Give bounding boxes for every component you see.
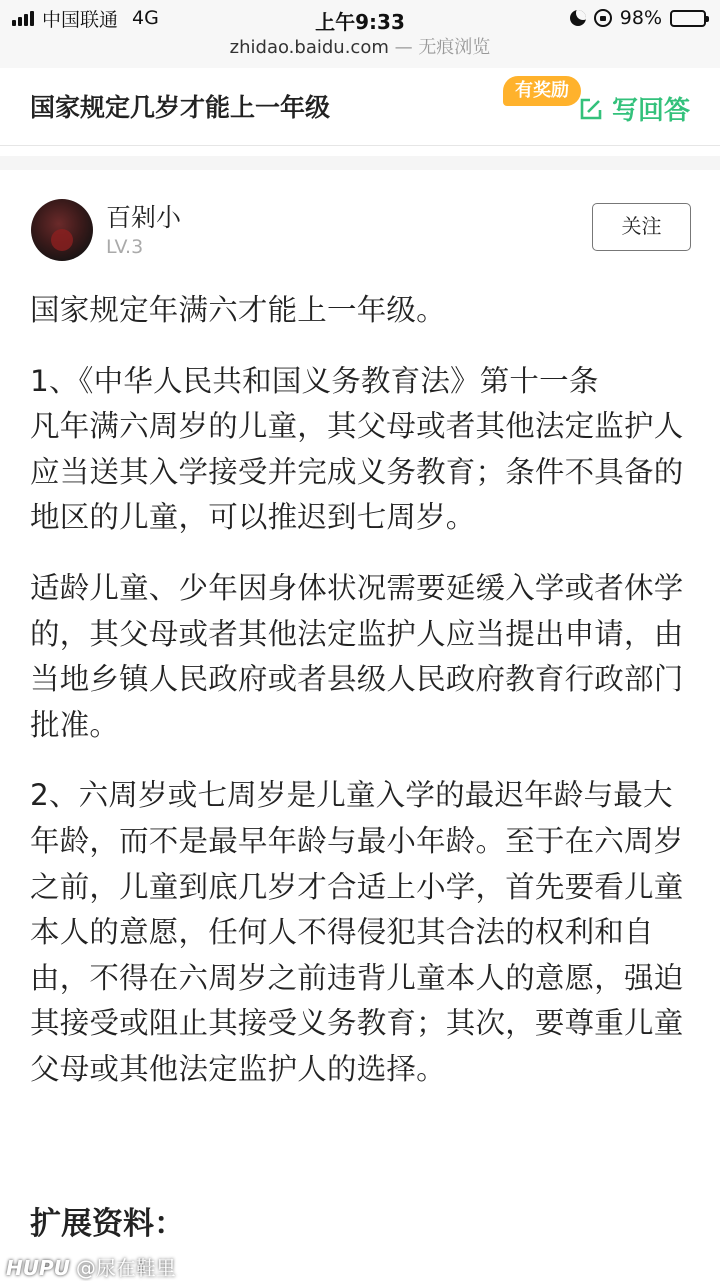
answer-paragraph: 国家规定年满六才能上一年级。	[30, 293, 446, 327]
status-bar	[0, 0, 720, 36]
question-title: 国家规定几岁才能上一年级	[30, 93, 331, 122]
network-label: 4G	[132, 7, 159, 29]
section-divider	[0, 156, 720, 170]
answer-paragraph: 1、《中华人民共和国义务教育法》第十一条 凡年满六周岁的儿童，其父母或者其他法定监护人应当送其入学接受并完成义务教育；条件不具备的地区的儿童，可以推迟到七周岁。	[30, 363, 684, 535]
status-right	[570, 7, 706, 29]
battery-icon	[670, 10, 706, 27]
watermark-brand: HUPU	[6, 1256, 70, 1280]
address-bar[interactable]	[0, 36, 720, 68]
question-header	[0, 68, 720, 146]
carrier-label: 中国联通	[42, 8, 119, 31]
user-level: LV.3	[106, 236, 144, 258]
url-separator: —	[388, 37, 419, 58]
battery-percent: 98%	[619, 7, 662, 29]
user-name[interactable]: 百剁小	[106, 203, 182, 232]
answer-paragraph: 2、六周岁或七周岁是儿童入学的最迟年龄与最大年龄，而不是最早年龄与最小年龄。至于在六周岁之前，儿童到底几岁才合适上小学，首先要看儿童本人的意愿，任何人不得侵犯其合法的权利和自由，不得在六周岁之前违背儿童本人的意愿，强迫其接受或阻止其接受义务教育；其次，要尊重儿童父母或其他法定监护人的选择。	[30, 778, 684, 1086]
follow-button[interactable]: 关注	[592, 203, 691, 251]
url-domain: zhidao.baidu.com	[229, 37, 389, 58]
private-mode-label: 无痕浏览	[418, 37, 491, 58]
rotation-lock-icon	[594, 9, 612, 27]
do-not-disturb-icon	[570, 10, 586, 26]
answer-paragraph: 适龄儿童、少年因身体状况需要延缓入学或者休学的，其父母或者其他法定监护人应当提出申请，由当地乡镇人民政府或者县级人民政府教育行政部门批准。	[30, 570, 684, 742]
write-answer-button[interactable]	[578, 90, 690, 127]
answer-body	[30, 288, 694, 1118]
extended-info-title: 扩展资料：	[30, 1206, 185, 1242]
reward-badge: 有奖励	[503, 76, 581, 106]
watermark	[6, 1252, 176, 1281]
status-time: 上午9:33	[315, 10, 405, 34]
write-answer-label: 写回答	[611, 96, 690, 126]
edit-icon	[578, 96, 604, 122]
avatar[interactable]	[31, 199, 93, 261]
watermark-handle: @尿在鞋里	[75, 1256, 176, 1280]
